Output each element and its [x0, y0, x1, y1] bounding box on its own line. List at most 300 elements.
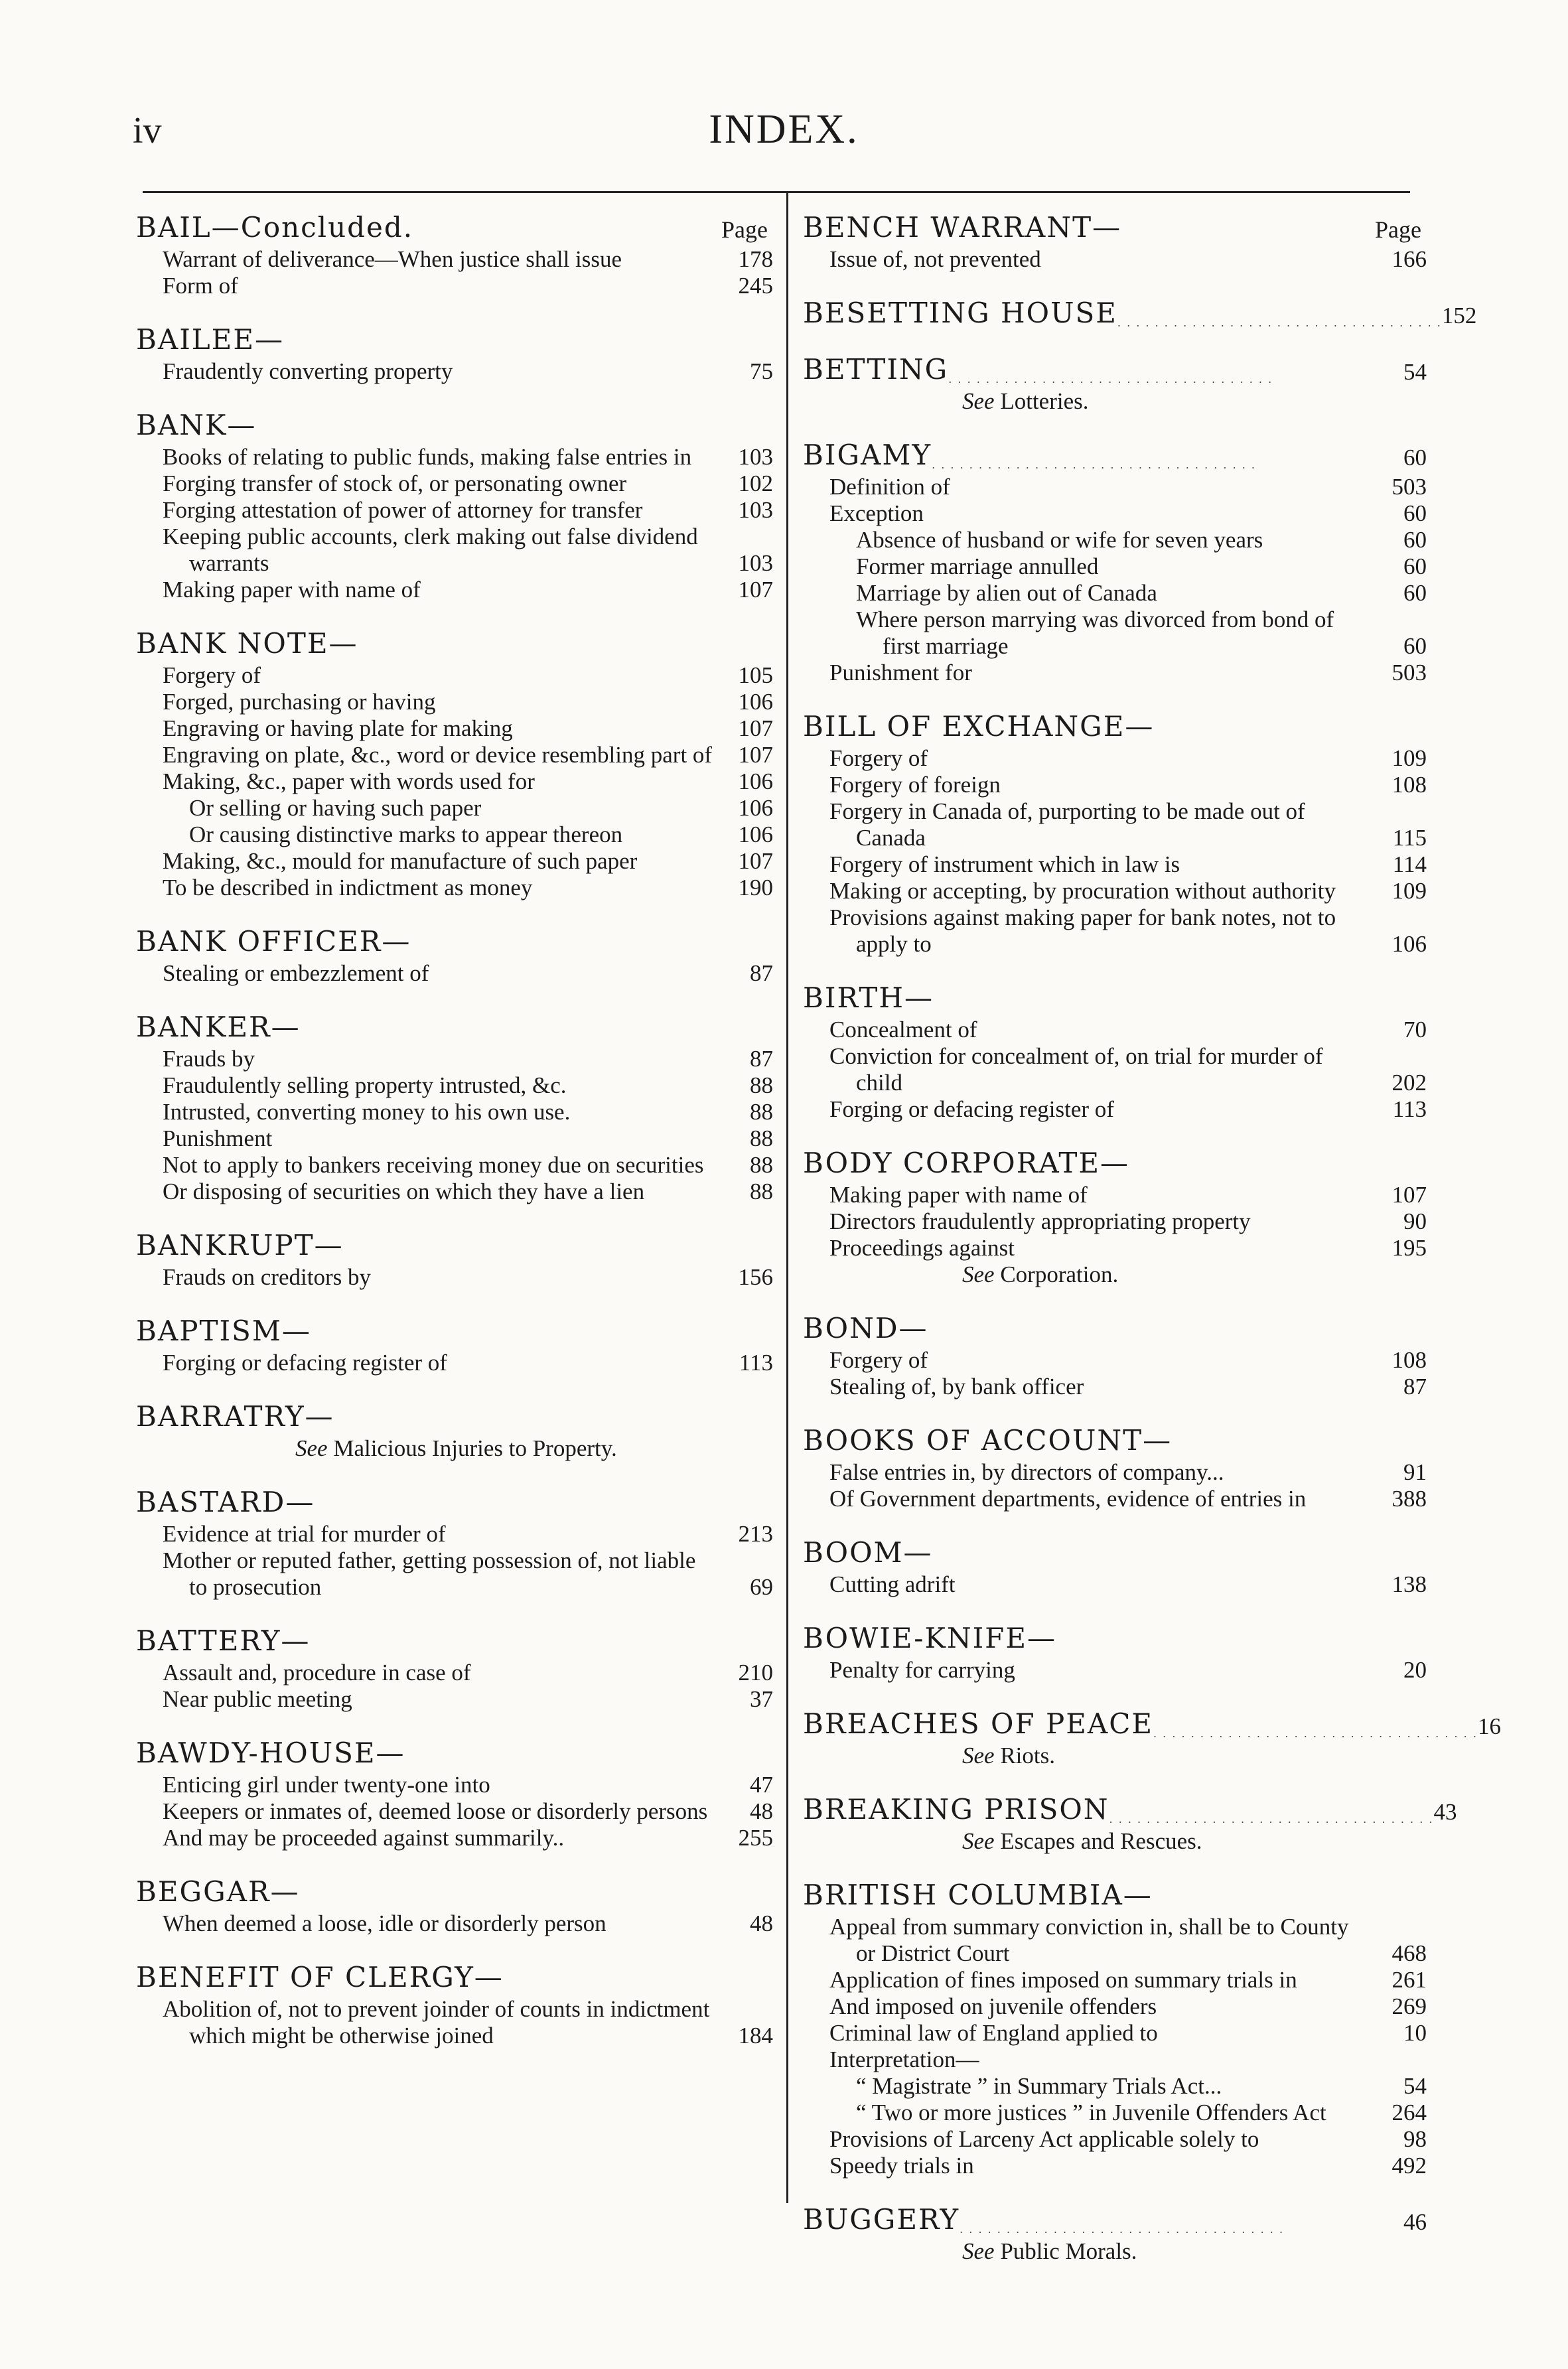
subentry-text: Of Government departments, evidence of entries in — [829, 1486, 1307, 1512]
subentry-text: “ Magistrate ” in Summary Trials Act... — [856, 2073, 1222, 2099]
subentry-text: Conviction for concealment of, on trial for murder of child — [829, 1043, 1323, 1096]
page-ref: 190 — [738, 875, 773, 900]
subentry-text: And imposed on juvenile offenders — [829, 1993, 1157, 2019]
subentry-text: Stealing or embezzlement of — [163, 960, 429, 986]
index-subentry — [803, 1017, 1427, 1043]
entry-heading: BILL OF EXCHANGE— — [803, 710, 1155, 743]
entry-heading: BIGAMY — [803, 439, 932, 471]
leader-dots: . . . . . . . . . . . . . . . . . . . . . . . . . . . . . . . . . . . — [1109, 1813, 1434, 1826]
entry-heading-row — [803, 1622, 1427, 1654]
subentry-text: Definition of — [829, 474, 950, 500]
entry-heading: BODY CORPORATE— — [803, 1147, 1130, 1179]
subentry-text: Forged, purchasing or having — [163, 689, 436, 715]
column-divider — [786, 192, 788, 2203]
index-entry — [136, 1486, 773, 1601]
page-ref: 105 — [738, 662, 773, 688]
index-entry — [803, 439, 1427, 686]
index-entry — [136, 1624, 773, 1713]
index-subentry — [136, 1660, 773, 1686]
subentry-text: Engraving on plate, &c., word or device resembling part of — [163, 742, 713, 768]
page-ref: 113 — [1392, 1096, 1427, 1122]
index-subentry — [136, 1521, 773, 1547]
leader-dots: . . . . . . . . . . . . . . . . . . . . . . . . . . . . . . . . . . . — [1153, 1727, 1478, 1740]
index-entry — [136, 1875, 773, 1937]
entry-heading: BATTERY— — [136, 1624, 311, 1657]
page-ref: 54 — [1403, 359, 1427, 385]
subentry-text: Stealing of, by bank officer — [829, 1374, 1084, 1400]
index-subentry — [136, 875, 773, 901]
index-entry — [136, 1400, 773, 1462]
subentry-text: Former marriage annulled — [856, 553, 1099, 579]
entry-heading: BENCH WARRANT— — [803, 211, 1122, 244]
index-subentry — [136, 1825, 773, 1851]
index-subentry — [803, 1235, 1427, 1261]
subentry-text: Or selling or having such paper — [189, 795, 482, 821]
page-ref: 202 — [1391, 1070, 1427, 1096]
index-entry — [803, 1707, 1501, 1769]
index-entry — [803, 297, 1477, 329]
index-subentry — [136, 960, 773, 987]
index-subentry — [136, 1152, 773, 1179]
index-entry — [803, 1879, 1427, 2179]
index-column-right — [803, 211, 1501, 2289]
index-entry — [136, 627, 773, 901]
see-target: Corporation. — [1000, 1261, 1119, 1287]
entry-heading-row — [803, 439, 1427, 471]
page-ref: 88 — [750, 1099, 773, 1125]
page-number: iv — [133, 110, 162, 151]
page-ref: 87 — [750, 1046, 773, 1072]
subentry-text: Issue of, not prevented — [829, 246, 1041, 272]
page-ref: 60 — [1403, 527, 1427, 553]
entry-heading-row — [803, 1147, 1427, 1179]
subentry-text: Forgery of foreign — [829, 772, 1001, 798]
entry-heading-row — [803, 1312, 1427, 1344]
index-subentry — [136, 524, 773, 577]
page-ref: 138 — [1391, 1571, 1427, 1597]
page-ref: 113 — [739, 1350, 773, 1376]
index-subentry — [803, 2046, 1427, 2073]
page-ref: 102 — [738, 470, 773, 496]
index-entry — [136, 211, 773, 299]
page-ref: 75 — [750, 358, 773, 384]
page-ref: 88 — [750, 1072, 773, 1098]
index-subentry — [136, 273, 773, 299]
page-ref: 108 — [1391, 772, 1427, 798]
subentry-text: Punishment for — [829, 660, 972, 685]
subentry-text: Proceedings against — [829, 1235, 1015, 1261]
page-ref: 388 — [1391, 1486, 1427, 1512]
entry-heading: BEGGAR— — [136, 1875, 300, 1908]
page-ref: 156 — [738, 1264, 773, 1290]
subentry-text: Forging attestation of power of attorney for transfer — [163, 497, 643, 523]
index-subentry — [136, 1046, 773, 1072]
subentry-text: Forgery of — [163, 662, 261, 688]
page-ref: 60 — [1403, 580, 1427, 606]
page-column-label: Page — [1375, 216, 1421, 243]
index-subentry — [136, 1910, 773, 1937]
entry-heading-row — [136, 323, 773, 356]
page-ref: 106 — [1391, 931, 1427, 957]
subentry-text: Forgery of instrument which in law is — [829, 851, 1180, 877]
page-ref: 106 — [738, 689, 773, 715]
entry-heading: BANKRUPT— — [136, 1229, 344, 1261]
page-ref: 98 — [1403, 2126, 1427, 2152]
see-reference — [803, 2238, 1427, 2265]
index-subentry — [803, 553, 1427, 580]
index-subentry — [803, 772, 1427, 798]
index-subentry — [803, 1182, 1427, 1208]
subentry-text: Provisions of Larceny Act applicable solely to — [829, 2126, 1259, 2152]
subentry-text: Marriage by alien out of Canada — [856, 580, 1157, 606]
page-ref: 166 — [1391, 246, 1427, 272]
page-ref: 264 — [1391, 2100, 1427, 2125]
subentry-text: Making paper with name of — [829, 1182, 1088, 1208]
entry-heading: BASTARD— — [136, 1486, 315, 1518]
entry-heading-row — [136, 1315, 773, 1347]
entry-heading: BUGGERY — [803, 2203, 960, 2236]
index-subentry — [136, 1996, 773, 2049]
index-subentry — [803, 1571, 1427, 1598]
index-subentry — [136, 358, 773, 385]
entry-heading-row — [136, 1011, 773, 1043]
subentry-text: Forgery in Canada of, purporting to be made out of Canada — [829, 798, 1305, 851]
entry-heading: BENEFIT OF CLERGY— — [136, 1961, 504, 1993]
index-subentry — [136, 715, 773, 742]
page-ref: 103 — [738, 550, 773, 576]
subentry-text: Near public meeting — [163, 1686, 352, 1712]
leader-dots: . . . . . . . . . . . . . . . . . . . . . . . . . . . . . . . . . . . — [948, 373, 1273, 386]
subentry-text: When deemed a loose, idle or disorderly person — [163, 1910, 606, 1936]
entry-heading: BAWDY-HOUSE— — [136, 1737, 405, 1769]
index-subentry — [803, 1486, 1427, 1512]
index-subentry — [136, 1264, 773, 1291]
top-rule — [143, 191, 1410, 193]
subentry-text: To be described in indictment as money — [163, 875, 533, 900]
page-ref: 107 — [738, 715, 773, 741]
page-ref: 10 — [1403, 2020, 1427, 2046]
page-ref: 54 — [1403, 2073, 1427, 2099]
entry-heading-row — [136, 627, 773, 660]
page-title: INDEX. — [709, 107, 859, 152]
see-word: See — [962, 1743, 995, 1768]
subentry-text: Fraudulently selling property intrusted, &c. — [163, 1072, 567, 1098]
index-entry — [136, 409, 773, 603]
index-entry — [136, 1315, 773, 1376]
subentry-text: Or causing distinctive marks to appear thereon — [189, 822, 623, 847]
entry-heading-row — [803, 1879, 1427, 1911]
index-entry — [136, 1737, 773, 1851]
see-reference — [136, 1435, 773, 1462]
subentry-text: False entries in, by directors of company... — [829, 1459, 1224, 1485]
index-subentry — [803, 851, 1427, 878]
subentry-text: Making, &c., paper with words used for — [163, 768, 535, 794]
page-ref: 47 — [750, 1772, 773, 1798]
entry-heading-row — [136, 925, 773, 958]
entry-heading-row — [136, 1624, 773, 1657]
leader-dots: . . . . . . . . . . . . . . . . . . . . . . . . . . . . . . . . . . . — [1117, 317, 1442, 329]
index-subentry — [803, 798, 1427, 851]
entry-heading: BRITISH COLUMBIA— — [803, 1879, 1153, 1911]
page-ref: 195 — [1391, 1235, 1427, 1261]
page-ref: 91 — [1403, 1459, 1427, 1485]
index-subentry — [803, 1043, 1427, 1096]
subentry-text: Keeping public accounts, clerk making out false dividend warrants — [163, 524, 698, 576]
subentry-text: Keepers or inmates of, deemed loose or disorderly persons — [163, 1798, 708, 1824]
index-subentry — [803, 2126, 1427, 2153]
subentry-text: Forging transfer of stock of, or personating owner — [163, 470, 627, 496]
index-subentry — [136, 1350, 773, 1376]
index-subentry — [803, 2153, 1427, 2179]
see-target: Lotteries. — [1000, 388, 1089, 414]
page-ref: 87 — [750, 960, 773, 986]
index-entry — [136, 323, 773, 385]
subentry-text: Forging or defacing register of — [829, 1096, 1114, 1122]
see-word: See — [962, 1828, 995, 1854]
entry-heading-row — [803, 1424, 1427, 1457]
see-reference — [803, 1743, 1427, 1769]
subentry-text: Cutting adrift — [829, 1571, 956, 1597]
index-subentry — [803, 1459, 1427, 1486]
subentry-text: Appeal from summary conviction in, shall be to County or District Court — [829, 1914, 1349, 1966]
see-reference — [803, 1261, 1427, 1288]
leader-dots: . . . . . . . . . . . . . . . . . . . . . . . . . . . . . . . . . . . — [932, 459, 1257, 471]
subentry-text: Making, &c., mould for manufacture of such paper — [163, 848, 638, 874]
leader-dots: . . . . . . . . . . . . . . . . . . . . . . . . . . . . . . . . . . . — [960, 2223, 1285, 2236]
page-ref: 114 — [1392, 851, 1427, 877]
entry-heading-row — [803, 2203, 1427, 2236]
page-ref: 20 — [1403, 1657, 1427, 1683]
index-subentry — [136, 662, 773, 689]
index-entry — [803, 1622, 1427, 1684]
subentry-text: Penalty for carrying — [829, 1657, 1015, 1683]
index-subentry — [136, 795, 773, 822]
page-ref: 503 — [1391, 660, 1427, 685]
page-ref: 103 — [738, 497, 773, 523]
entry-heading-row — [136, 1737, 773, 1769]
index-subentry — [136, 577, 773, 603]
subentry-text: Fraudently converting property — [163, 358, 453, 384]
index-subentry — [803, 2073, 1427, 2100]
subentry-text: Abolition of, not to prevent joinder of counts in indictment which might be otherwise joined — [163, 1996, 710, 2048]
entry-heading-row — [136, 1961, 773, 1993]
page-ref: 88 — [750, 1179, 773, 1204]
subentry-text: Forging or defacing register of — [163, 1350, 447, 1376]
subentry-text: Exception — [829, 500, 924, 526]
index-subentry — [803, 1967, 1427, 1993]
subentry-text: Enticing girl under twenty-one into — [163, 1772, 490, 1798]
index-subentry — [803, 1208, 1427, 1235]
subentry-text: Interpretation— — [829, 2046, 979, 2072]
entry-heading: BAIL— — [136, 211, 241, 244]
index-subentry — [136, 742, 773, 768]
index-subentry — [136, 444, 773, 470]
page-ref: 37 — [750, 1686, 773, 1712]
page-ref: 107 — [738, 742, 773, 768]
page-ref: 109 — [1391, 745, 1427, 771]
entry-heading: BANK OFFICER— — [136, 925, 411, 958]
see-target: Riots. — [1000, 1743, 1055, 1768]
subentry-text: Form of — [163, 273, 238, 299]
subentry-text: Or disposing of securities on which they have a lien — [163, 1179, 645, 1204]
page-header — [0, 0, 1568, 186]
entry-heading: BESETTING HOUSE — [803, 297, 1117, 329]
page-ref: 245 — [738, 273, 773, 299]
page-ref: 107 — [738, 848, 773, 874]
subentry-text: Criminal law of England applied to — [829, 2020, 1158, 2046]
index-entry — [803, 710, 1427, 958]
index-subentry — [803, 1096, 1427, 1123]
entry-heading-row — [136, 211, 773, 244]
see-target: Public Morals. — [1000, 2238, 1137, 2264]
page-ref: 48 — [750, 1910, 773, 1936]
index-subentry — [803, 474, 1427, 500]
entry-heading-row — [803, 297, 1477, 329]
entry-heading: BREACHES OF PEACE — [803, 1707, 1153, 1740]
index-subentry — [136, 1179, 773, 1205]
index-subentry — [803, 246, 1427, 273]
index-subentry — [803, 1914, 1427, 1967]
entry-heading: BARRATRY— — [136, 1400, 334, 1433]
subentry-text: Punishment — [163, 1125, 273, 1151]
entry-heading-row — [803, 981, 1427, 1014]
page-ref: 60 — [1403, 445, 1427, 470]
page-ref: 152 — [1441, 303, 1477, 328]
subentry-text: Evidence at trial for murder of — [163, 1521, 446, 1547]
page-ref: 503 — [1391, 474, 1427, 500]
page-ref: 106 — [738, 768, 773, 794]
page-ref: 106 — [738, 822, 773, 847]
entry-heading: BANKER— — [136, 1011, 301, 1043]
entry-heading: BOND— — [803, 1312, 928, 1344]
entry-heading: BREAKING PRISON — [803, 1793, 1109, 1826]
see-reference — [803, 1828, 1427, 1855]
entry-heading-row — [803, 1793, 1457, 1826]
index-subentry — [136, 1125, 773, 1152]
page-ref: 106 — [738, 795, 773, 821]
page-ref: 48 — [750, 1798, 773, 1824]
see-word: See — [295, 1435, 328, 1461]
subentry-text: Directors fraudulently appropriating property — [829, 1208, 1251, 1234]
subentry-text: Frauds by — [163, 1046, 255, 1072]
entry-heading: BAILEE— — [136, 323, 284, 356]
entry-heading-row — [136, 1486, 773, 1518]
index-entry — [803, 981, 1427, 1123]
see-target: Escapes and Rescues. — [1000, 1828, 1202, 1854]
subentry-text: Intrusted, converting money to his own use. — [163, 1099, 571, 1125]
entry-heading: BOWIE-KNIFE— — [803, 1622, 1056, 1654]
page-ref: 60 — [1403, 553, 1427, 579]
entry-heading-row — [136, 1400, 773, 1433]
entry-heading-row — [803, 1707, 1501, 1740]
index-subentry — [803, 2100, 1427, 2126]
page-ref: 43 — [1433, 1799, 1457, 1825]
page-ref: 108 — [1391, 1347, 1427, 1373]
subentry-text: Making paper with name of — [163, 577, 421, 603]
entry-heading-row — [803, 353, 1427, 386]
subentry-text: Not to apply to bankers receiving money due on securities — [163, 1152, 704, 1178]
index-subentry — [803, 607, 1427, 660]
index-subentry — [803, 1657, 1427, 1684]
page-ref: 60 — [1403, 633, 1427, 659]
index-subentry — [803, 1347, 1427, 1374]
subentry-text: Mother or reputed father, getting possession of, not liable to prosecution — [163, 1547, 696, 1600]
index-subentry — [803, 500, 1427, 527]
subentry-text: Concealment of — [829, 1017, 977, 1042]
page-ref: 88 — [750, 1125, 773, 1151]
entry-heading: BANK NOTE— — [136, 627, 358, 660]
index-subentry — [136, 822, 773, 848]
subentry-text: Warrant of deliverance—When justice shall issue — [163, 246, 622, 272]
entry-heading-row — [136, 1229, 773, 1261]
subentry-text: Absence of husband or wife for seven years — [856, 527, 1263, 553]
page-ref: 213 — [738, 1521, 773, 1547]
page-ref: 103 — [738, 444, 773, 470]
page-ref: 210 — [738, 1660, 773, 1686]
index-column-left — [136, 211, 773, 2073]
see-reference — [803, 388, 1427, 415]
index-subentry — [136, 1099, 773, 1125]
subentry-text: Engraving or having plate for making — [163, 715, 513, 741]
entry-heading-row — [136, 409, 773, 441]
page-ref: 60 — [1403, 500, 1427, 526]
subentry-text: Speedy trials in — [829, 2153, 974, 2179]
index-entry — [803, 1424, 1427, 1512]
index-subentry — [803, 1374, 1427, 1400]
entry-heading: BIRTH— — [803, 981, 934, 1014]
entry-heading-row — [136, 1875, 773, 1908]
index-subentry — [136, 1547, 773, 1601]
index-subentry — [803, 878, 1427, 904]
page-ref: 88 — [750, 1152, 773, 1178]
subentry-text: Frauds on creditors by — [163, 1264, 371, 1290]
index-subentry — [803, 527, 1427, 553]
entry-heading: BETTING — [803, 353, 949, 386]
index-entry — [136, 1229, 773, 1291]
subentry-text: And may be proceeded against summarily.. — [163, 1825, 565, 1851]
page-ref: 492 — [1391, 2153, 1427, 2179]
index-subentry — [136, 1686, 773, 1713]
page-ref: 178 — [738, 246, 773, 272]
subentry-text: Forgery of — [829, 1347, 928, 1373]
page-ref: 70 — [1403, 1017, 1427, 1042]
index-subentry — [803, 1993, 1427, 2020]
index-entry — [136, 1011, 773, 1205]
index-subentry — [803, 660, 1427, 686]
index-subentry — [136, 848, 773, 875]
see-word: See — [962, 2238, 995, 2264]
see-target: Malicious Injuries to Property. — [333, 1435, 617, 1461]
page-ref: 269 — [1391, 1993, 1427, 2019]
subentry-text: Provisions against making paper for bank notes, not to apply to — [829, 904, 1336, 957]
entry-heading-row — [803, 710, 1427, 743]
page-column-label: Page — [721, 216, 768, 243]
subentry-text: Making or accepting, by procuration without authority — [829, 878, 1336, 904]
index-subentry — [136, 246, 773, 273]
index-entry — [136, 925, 773, 987]
entry-heading-note: Concluded. — [240, 211, 414, 244]
index-subentry — [136, 689, 773, 715]
index-subentry — [136, 1772, 773, 1798]
index-subentry — [136, 768, 773, 795]
index-entry — [803, 1312, 1427, 1400]
index-subentry — [136, 470, 773, 497]
page-ref: 69 — [750, 1574, 773, 1600]
entry-heading-row — [803, 211, 1427, 244]
page-ref: 468 — [1391, 1940, 1427, 1966]
page-ref: 261 — [1391, 1967, 1427, 1993]
index-entry — [136, 1961, 773, 2049]
